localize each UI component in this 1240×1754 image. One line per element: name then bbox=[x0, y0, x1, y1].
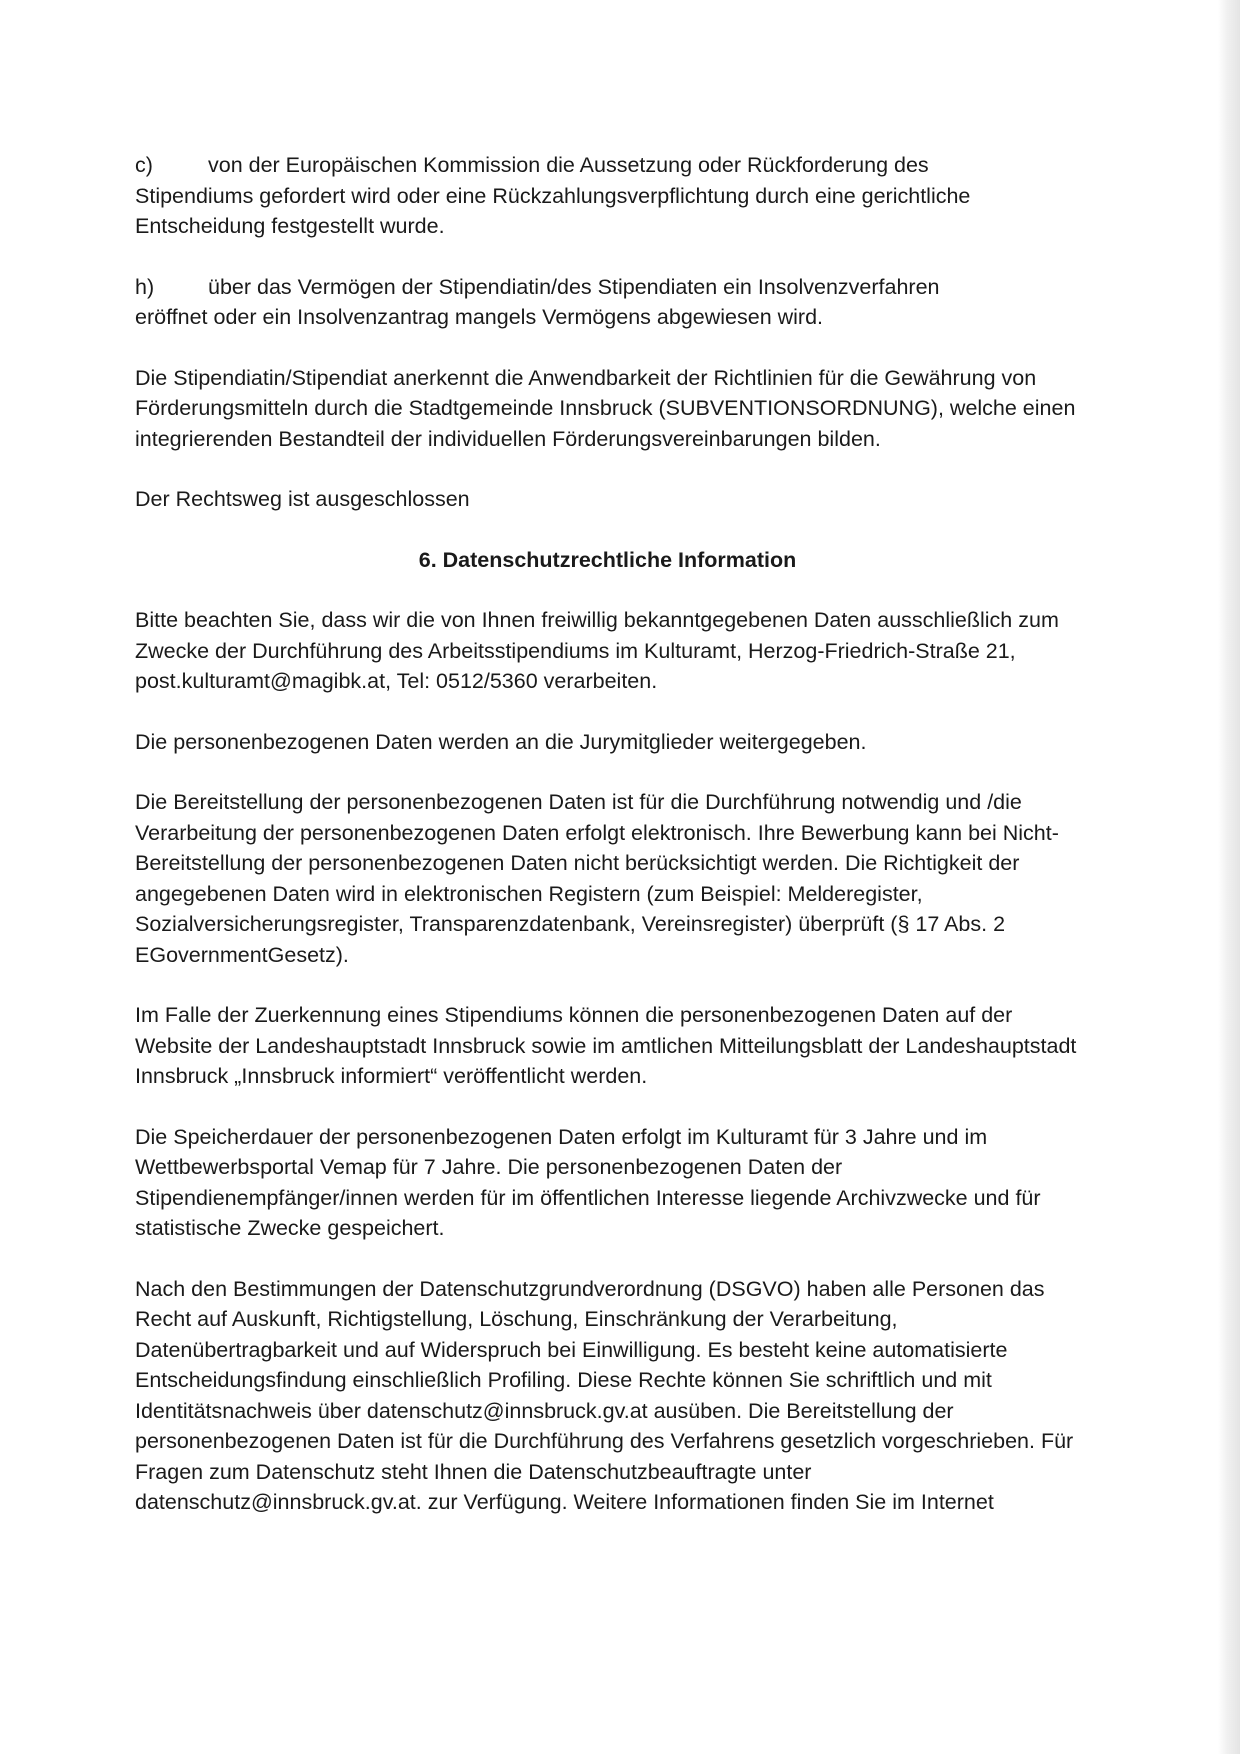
document-body bbox=[135, 150, 1080, 1548]
list-item-continuation: Stipendiums gefordert wird oder eine Rückzahlungsverpflichtung durch eine gerichtliche Entscheidung festgestellt wurde. bbox=[135, 183, 971, 238]
paragraph-privacy-rights: Nach den Bestimmungen der Datenschutzgrundverordnung (DSGVO) haben alle Personen das Recht auf Auskunft, Richtigstellung, Löschung, Einschränkung der Verarbeitung, Datenübertragbarkeit und auf Widerspruch bei Einwilligung. Es besteht keine automatisierte Entscheidungsfindung einschließlich Profiling. Diese Rechte können Sie schriftlich und mit Identitätsnachweis über datenschutz@innsbruck.gv.at ausüben. Die Bereitstellung der personenbezogenen Daten ist für die Durchführung des Verfahrens gesetzlich vorgeschrieben. Für Fragen zum Datenschutz steht Ihnen die Datenschutzbeauftragte unter datenschutz@innsbruck.gv.at. zur Verfügung. Weitere Informationen finden Sie im Internet bbox=[135, 1276, 1074, 1514]
paragraph-privacy-provision: Die Bereitstellung der personenbezogenen Daten ist für die Durchführung notwendig und /die Verarbeitung der personenbezogenen Daten erfolgt elektronisch. Ihre Bewerbung kann bei Nicht-Bereitstellung der personenbezogenen Daten nicht berücksichtigt werden. Die Richtigkeit der angegebenen Daten wird in elektronischen Registern (zum Beispiel: Melderegister, Sozialversicherungsregister, Transparenzdatenbank, Vereinsregister) überprüft (§ 17 Abs. 2 EGovernmentGesetz). bbox=[135, 790, 1059, 967]
list-item-label: c) bbox=[135, 153, 153, 177]
paragraph-privacy-retention: Die Speicherdauer der personenbezogenen Daten erfolgt im Kulturamt für 3 Jahre und im Wettbewerbsportal Vemap für 7 Jahre. Die personenbezogenen Daten der Stipendienempfänger/innen werden für im öffentlichen Interesse liegende Archivzwecke und für statistische Zwecke gespeichert. bbox=[135, 1124, 1041, 1240]
list-item-h bbox=[135, 272, 1080, 333]
paragraph-privacy-purpose: Bitte beachten Sie, dass wir die von Ihnen freiwillig bekanntgegebenen Daten ausschließlich zum Zwecke der Durchführung des Arbeitsstipendiums im Kulturamt, Herzog-Friedrich-Straße 21, post.kulturamt@magibk.at, Tel: 0512/5360 verarbeiten. bbox=[135, 608, 1059, 693]
section-heading: 6. Datenschutzrechtliche Information bbox=[418, 547, 797, 572]
paragraph-legal-recourse: Der Rechtsweg ist ausgeschlossen bbox=[135, 487, 470, 511]
page-edge-shadow bbox=[1218, 0, 1240, 1754]
list-item-label: h) bbox=[135, 274, 155, 299]
paragraph-privacy-jury: Die personenbezogenen Daten werden an die Jurymitglieder weitergegeben. bbox=[135, 729, 867, 754]
paragraph-guidelines: Die Stipendiatin/Stipendiat anerkennt die Anwendbarkeit der Richtlinien für die Gewährung von Förderungsmitteln durch die Stadtgemeinde Innsbruck (SUBVENTIONSORDNUNG), welche einen integrierenden Bestandteil der individuellen Förderungsvereinbarungen bilden. bbox=[135, 365, 1076, 451]
paragraph-privacy-publication: Im Falle der Zuerkennung eines Stipendiums können die personenbezogenen Daten auf der Website der Landeshauptstadt Innsbruck sowie im amtlichen Mitteilungsblatt der Landeshauptstadt Innsbruck „Innsbruck informiert“ veröffentlicht werden. bbox=[135, 1003, 1077, 1088]
list-item-continuation: eröffnet oder ein Insolvenzantrag mangels Vermögens abgewiesen wird. bbox=[135, 305, 824, 329]
list-item-c bbox=[135, 150, 1080, 242]
list-item-first-line: von der Europäischen Kommission die Aussetzung oder Rückforderung des bbox=[208, 153, 929, 177]
list-item-first-line: über das Vermögen der Stipendiatin/des Stipendiaten ein Insolvenzverfahren bbox=[208, 274, 940, 299]
